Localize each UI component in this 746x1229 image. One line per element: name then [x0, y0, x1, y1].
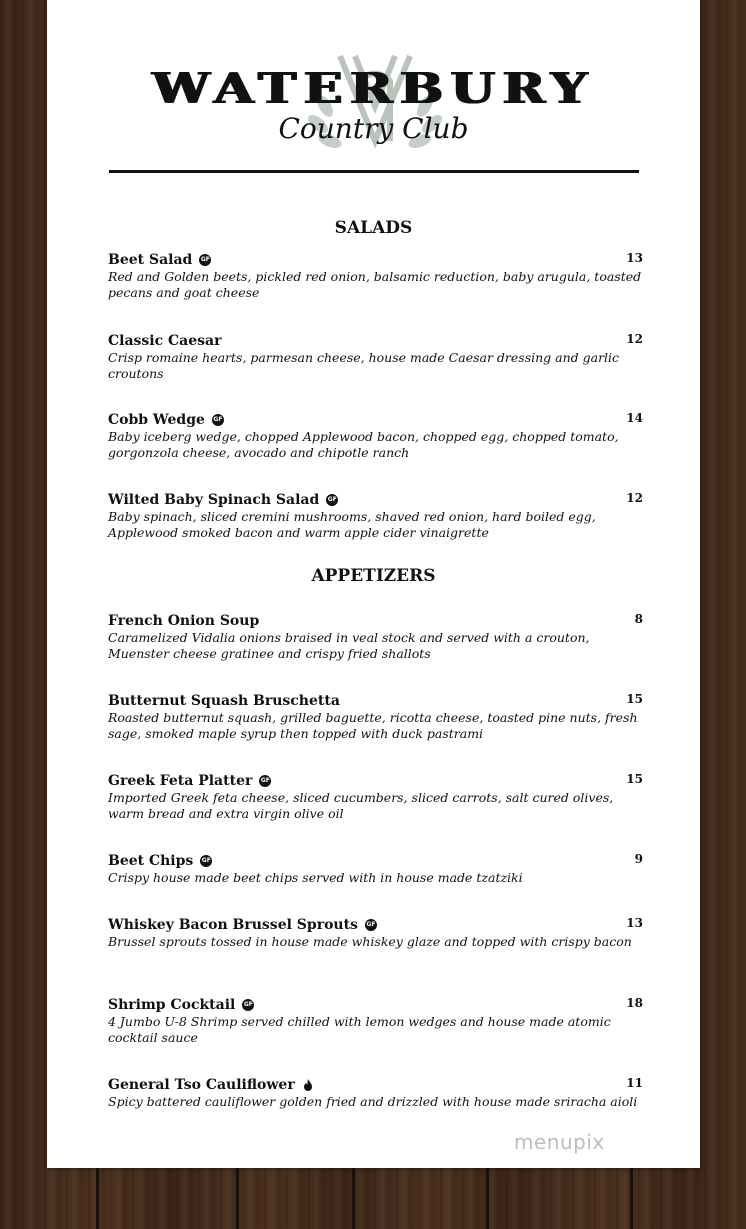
- gluten-free-icon: GF: [326, 494, 338, 506]
- menu-item: [108, 251, 643, 301]
- item-price: 11: [626, 1076, 643, 1090]
- item-price: 8: [634, 612, 643, 626]
- board-seam: [630, 1168, 633, 1229]
- item-name-row: [108, 772, 643, 790]
- gluten-free-icon: GF: [199, 254, 211, 266]
- board-seam: [96, 1168, 99, 1229]
- item-price: 14: [626, 411, 643, 425]
- item-name-row: [108, 411, 643, 429]
- item-name: Cobb Wedge: [108, 412, 205, 428]
- item-price: 15: [626, 772, 643, 786]
- club-subtitle: Country Club: [278, 112, 469, 145]
- item-description: Roasted butternut squash, grilled baguette, ricotta cheese, toasted pine nuts, fresh sage, smoked maple syrup then topped with duck pastrami: [108, 710, 638, 741]
- item-name: Classic Caesar: [108, 333, 222, 349]
- item-description: Spicy battered cauliflower golden fried and drizzled with house made sriracha aioli: [108, 1094, 638, 1109]
- item-description: Caramelized Vidalia onions braised in veal stock and served with a crouton, Muenster cheese gratinee and crispy fried shallots: [108, 630, 590, 661]
- menu-item: [108, 692, 643, 742]
- menu-page: [47, 0, 700, 1168]
- item-description: Baby spinach, sliced cremini mushrooms, shaved red onion, hard boiled egg, Applewood smoked bacon and warm apple cider vinaigrette: [108, 509, 596, 540]
- board-seam: [236, 1168, 239, 1229]
- menu-item: [108, 996, 643, 1046]
- item-name-row: [108, 612, 643, 630]
- item-price: 13: [626, 251, 643, 265]
- item-description: Imported Greek feta cheese, sliced cucumbers, sliced carrots, salt cured olives, warm bread and extra virgin olive oil: [108, 790, 614, 821]
- board-seam: [352, 1168, 355, 1229]
- item-name-row: [108, 251, 643, 269]
- gluten-free-icon: GF: [242, 999, 254, 1011]
- item-description: 4 Jumbo U-8 Shrimp served chilled with lemon wedges and house made atomic cocktail sauce: [108, 1014, 611, 1045]
- item-price: 13: [626, 916, 643, 930]
- item-description: Red and Golden beets, pickled red onion, balsamic reduction, baby arugula, toasted pecans and goat cheese: [108, 269, 642, 300]
- item-price: 15: [626, 692, 643, 706]
- item-name: Beet Chips: [108, 853, 194, 869]
- gluten-free-icon: GF: [365, 919, 377, 931]
- item-price: 18: [626, 996, 643, 1010]
- item-name: Wilted Baby Spinach Salad: [108, 492, 320, 508]
- menu-item: [108, 916, 643, 950]
- item-name-row: [108, 852, 643, 870]
- gluten-free-icon: GF: [200, 855, 212, 867]
- item-price: 9: [634, 852, 643, 866]
- item-name: Butternut Squash Bruschetta: [108, 693, 340, 709]
- item-name-row: [108, 491, 643, 509]
- club-name: WATERBURY: [152, 64, 595, 113]
- item-name: Beet Salad: [108, 252, 193, 268]
- section-title-appetizers: APPETIZERS: [311, 566, 436, 586]
- item-price: 12: [626, 491, 643, 505]
- gluten-free-icon: GF: [259, 775, 271, 787]
- item-description: Crispy house made beet chips served with in house made tzatziki: [108, 870, 523, 885]
- item-name: Shrimp Cocktail: [108, 997, 236, 1013]
- item-description: Baby iceberg wedge, chopped Applewood bacon, chopped egg, chopped tomato, gorgonzola cheese, avocado and chipotle ranch: [108, 429, 619, 460]
- item-name-row: [108, 916, 643, 934]
- item-name-row: [108, 332, 643, 350]
- item-name: Greek Feta Platter: [108, 773, 253, 789]
- club-logo: [47, 40, 700, 170]
- section-title-salads: SALADS: [334, 218, 413, 238]
- item-price: 12: [626, 332, 643, 346]
- menu-item: [108, 332, 643, 382]
- menu-item: [108, 612, 643, 662]
- item-name: French Onion Soup: [108, 613, 260, 629]
- item-name-row: [108, 692, 643, 710]
- menu-item: [108, 411, 643, 461]
- menu-item: [108, 491, 643, 541]
- item-description: Brussel sprouts tossed in house made whiskey glaze and topped with crispy bacon: [108, 934, 632, 949]
- item-name: Whiskey Bacon Brussel Sprouts: [108, 917, 358, 933]
- board-seam: [486, 1168, 489, 1229]
- spicy-flame-icon: [303, 1079, 313, 1091]
- gluten-free-icon: GF: [212, 414, 224, 426]
- menu-item: [108, 772, 643, 822]
- item-name-row: [108, 1076, 643, 1094]
- menu-item: [108, 1076, 643, 1110]
- menu-item: [108, 852, 643, 886]
- item-name: General Tso Cauliflower: [108, 1077, 295, 1093]
- item-name-row: [108, 996, 643, 1014]
- watermark: menupix: [514, 1130, 605, 1154]
- item-description: Crisp romaine hearts, parmesan cheese, house made Caesar dressing and garlic croutons: [108, 350, 620, 381]
- header-divider: [109, 170, 639, 173]
